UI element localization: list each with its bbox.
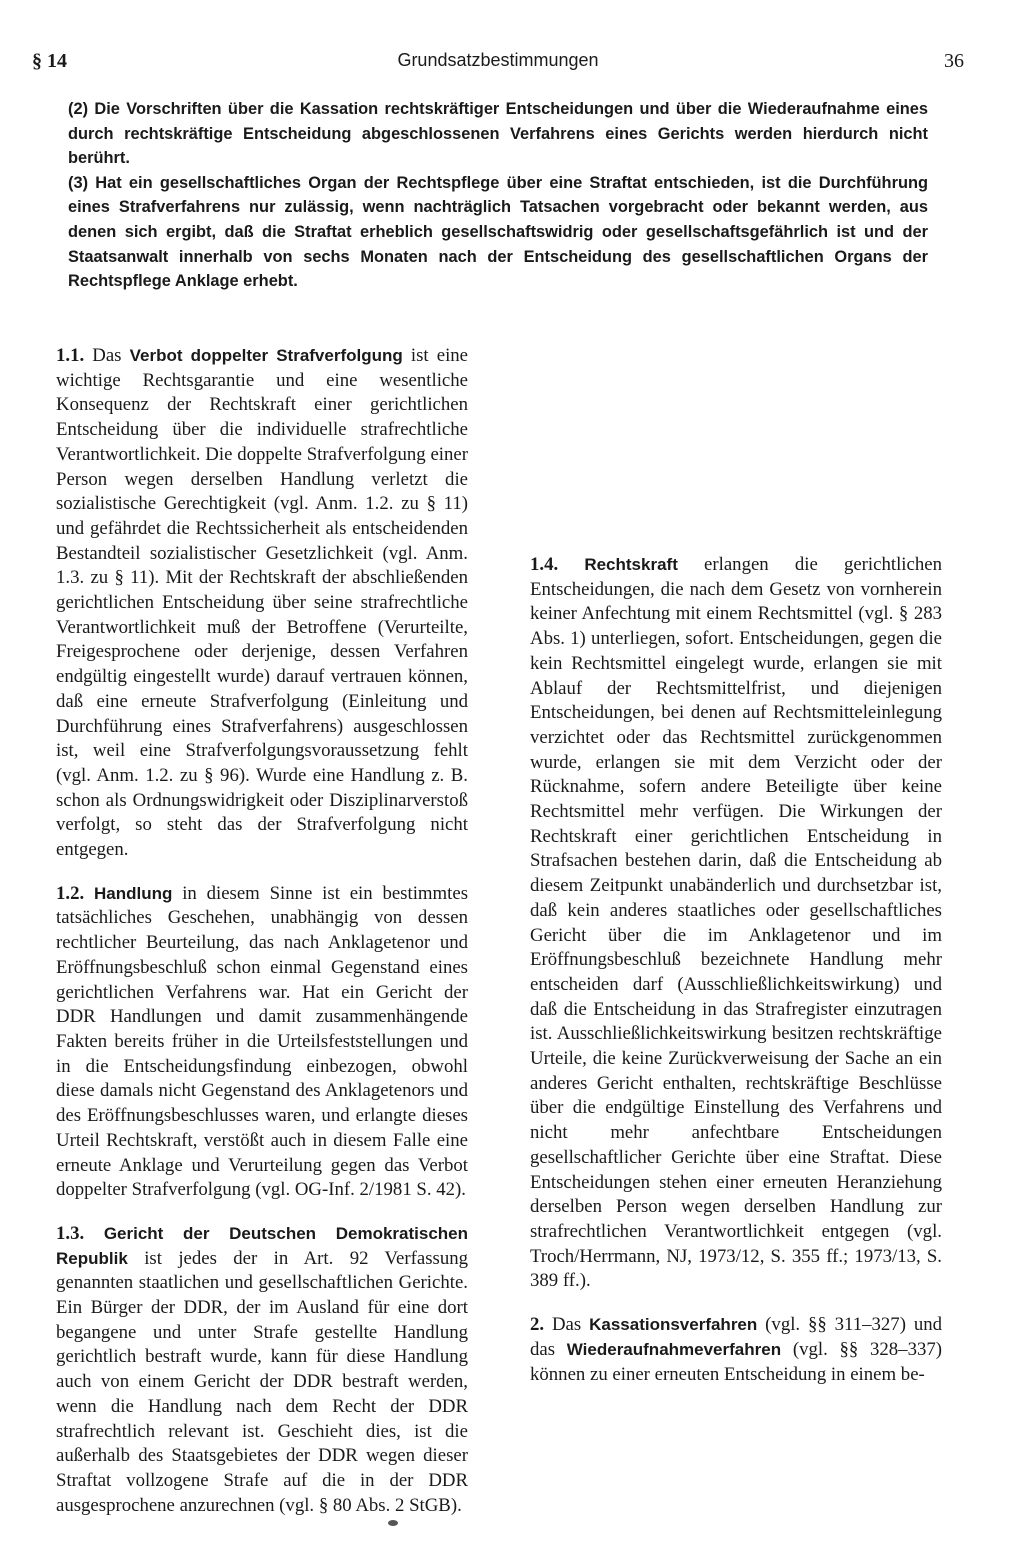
note-1-3-number: 1.3. (56, 1222, 85, 1244)
note-1-3-term: Gericht der Deutschen Demokratischen Republik (56, 1223, 468, 1268)
note-1-1-number: 1.1. (56, 345, 85, 366)
statute-paragraph-2: (2) Die Vorschriften über die Kassation rechtskräftiger Entscheidungen und über die Wiederaufnahme eines durch rechtskräftige Entscheidung abgeschlossenen Verfahrens eines Gerichts werden hierdurch nicht berührt. (68, 100, 928, 168)
statute-text (68, 97, 928, 294)
note-1-3 (56, 1222, 468, 1518)
page-header (32, 50, 964, 80)
note-1-2-number: 1.2. (56, 882, 85, 904)
note-2-term-2: Wiederaufnahmeverfahren (566, 1339, 782, 1359)
commentary-column-right (530, 343, 942, 1387)
note-2 (530, 1313, 942, 1387)
note-1-4-term: Rechtskraft (584, 555, 678, 574)
note-2-term-1: Kassationsverfahren (589, 1315, 758, 1335)
note-2-text: (vgl. §§ 328–337) können zu einer erneuten Entscheidung in einem be- (530, 1338, 942, 1385)
note-1-4-text: erlangen die gerichtlichen Entscheidungen, die nach dem Gesetz von vornherein keiner Anfechtung mit einem Rechtsmittel (vgl. § 283 Abs. 1) unterliegen, sofort. Entscheidungen, gegen die kein Rechtsmittel eingelegt wurde, erlangen sie mit Ablauf der Rechtsmittelfrist, und diejenigen Entscheidungen, bei denen auf Rechtsmitteleinlegung verzichtet oder das Rechtsmittel zurückgenommen wurde, erlangen sie mit dem Verzicht oder der Rücknahme, sofern andere Beteiligte über keine Rechtsmittel mehr verfügen. Die Wirkungen der Rechtskraft einer gerichtlichen Entscheidung in Strafsachen bestehen darin, daß die Entscheidung ab diesem Zeitpunkt unabänderlich und durchsetzbar ist, daß kein anderes staatliches oder gesellschaftliches Gericht über die im Anklagetenor und im Eröffnungsbeschluß bezeichnete Handlung mehr entscheiden darf (Ausschließlichkeitswirkung) und daß die Entscheidung in das Strafregister einzutragen ist. Ausschließlichkeitswirkung besitzen rechtskräftige Urteile, die keine Zurückverweisung der Sache an ein anderes Gericht enthalten, rechtskräftige Beschlüsse über die endgültige Einstellung des Verfahrens und nicht mehr anfechtbare Entscheidungen gesellschaftlicher Gerichte über eine Straftat. Diese Entscheidungen stehen einer erneuten Heranziehung derselben Person wegen derselben Handlung zur strafrechtlichen Verantwortlichkeit entgegen (vgl. Troch/Herrmann, NJ, 1973/12, S. 355 ff.; 1973/13, S. 389 ff.). (530, 554, 942, 1292)
note-1-2-text: in diesem Sinne ist ein bestimmtes tatsächliches Geschehen, unabhängig von dessen rechtlicher Beurteilung, das nach Anklagetenor und Eröffnungsbeschluß schon einmal Gegenstand eines gerichtlichen Verfahrens war. Hat ein Gericht der DDR Handlungen und damit zusammenhängende Fakten bereits früher in die Urteilsfeststellungen und in die Entscheidungsfindung einbezogen, obwohl diese damals nicht Gegenstand des Anklagetenors und des Eröffnungsbeschlusses waren, und erlangte dieses Urteil Rechtskraft, verstößt auch in diesem Falle eine erneute Anklage und Verurteilung gegen das Verbot doppelter Strafverfolgung (vgl. OG-Inf. 2/1981 S. 42). (56, 882, 469, 1201)
page-number: 36 (944, 50, 964, 72)
note-2-number: 2. (530, 1314, 545, 1336)
running-title: Grundsatzbestimmungen (397, 50, 599, 70)
section-number: § 14 (32, 50, 67, 72)
commentary-column-left (56, 344, 468, 1518)
note-1-1-pre: Das (92, 345, 122, 366)
note-1-1-text: ist eine wichtige Rechtsgarantie und eine wesentliche Konsequenz der Rechtskraft einer gerichtlichen Entscheidung über die individuelle strafrechtliche Verantwortlichkeit. Die doppelte Strafverfolgung einer Person wegen derselben Handlung verletzt die sozialistische Gerechtigkeit (vgl. Anm. 1.2. zu § 11) und gefährdet die Rechtssicherheit als entscheidenden Bestandteil sozialistischer Gesetzlichkeit (vgl. Anm. 1.3. zu § 11). Mit der Rechtskraft der abschließenden gerichtlichen Entscheidung über seine strafrechtliche Verantwortlichkeit muß der Betroffene (Verurteilte, Freigesprochene oder derjenige, dessen Verfahren endgültig eingestellt wurde) darauf vertrauen können, daß eine erneute Strafverfolgung (Einleitung und Durchführung eines Strafverfahrens) ausgeschlossen ist, weil eine Strafverfolgungsvoraussetzung fehlt (vgl. Anm. 1.2. zu § 96). Wurde eine Handlung z. B. schon als Ordnungswidrigkeit oder Disziplinarverstoß verfolgt, so steht das der Strafverfolgung nicht entgegen. (56, 345, 469, 861)
note-1-4-number: 1.4. (530, 554, 559, 575)
note-2-mid: (vgl. §§ 311–327) und das (530, 1314, 943, 1360)
statute-paragraph-3: (3) Hat ein gesellschaftliches Organ der Rechtspflege über eine Straftat entschieden, ist die Durchführung eines Strafverfahrens nur zulässig, wenn nachträglich Tatsachen vorgebracht oder bekannt werden, aus denen sich ergibt, daß die Straftat erheblich gesellschaftswidrig oder gesellschaftsgefährlich ist und der Staatsanwalt innerhalb von sechs Monaten nach der Entscheidung des gesellschaftlichen Organs der Rechtspflege Anklage erhebt. (68, 173, 928, 291)
note-1-2 (56, 882, 468, 1203)
note-1-1 (56, 344, 468, 863)
scan-speck (388, 1520, 398, 1526)
note-1-4 (530, 553, 942, 1294)
note-1-1-term: Verbot doppelter Strafverfolgung (129, 346, 403, 365)
note-2-pre: Das (551, 1314, 582, 1336)
note-1-3-text: ist jedes der in Art. 92 Verfassung genannten staatlichen und gesellschaftlichen Gerichte. Ein Bürger der DDR, der im Ausland für eine dort begangene und unter Strafe gestellte Handlung gerichtlich bestraft wurde, kann für diese Handlung auch von einem Gericht der DDR bestraft werden, wenn die Handlung nach dem Recht der DDR strafrechtlich relevant ist. Geschieht dies, ist die außerhalb des Staatsgebietes der DDR wegen dieser Straftat vollzogene Strafe auf die in der DDR ausgesprochene anzurechnen (vgl. § 80 Abs. 2 StGB). (56, 1247, 468, 1516)
note-1-2-term: Handlung (93, 883, 173, 903)
